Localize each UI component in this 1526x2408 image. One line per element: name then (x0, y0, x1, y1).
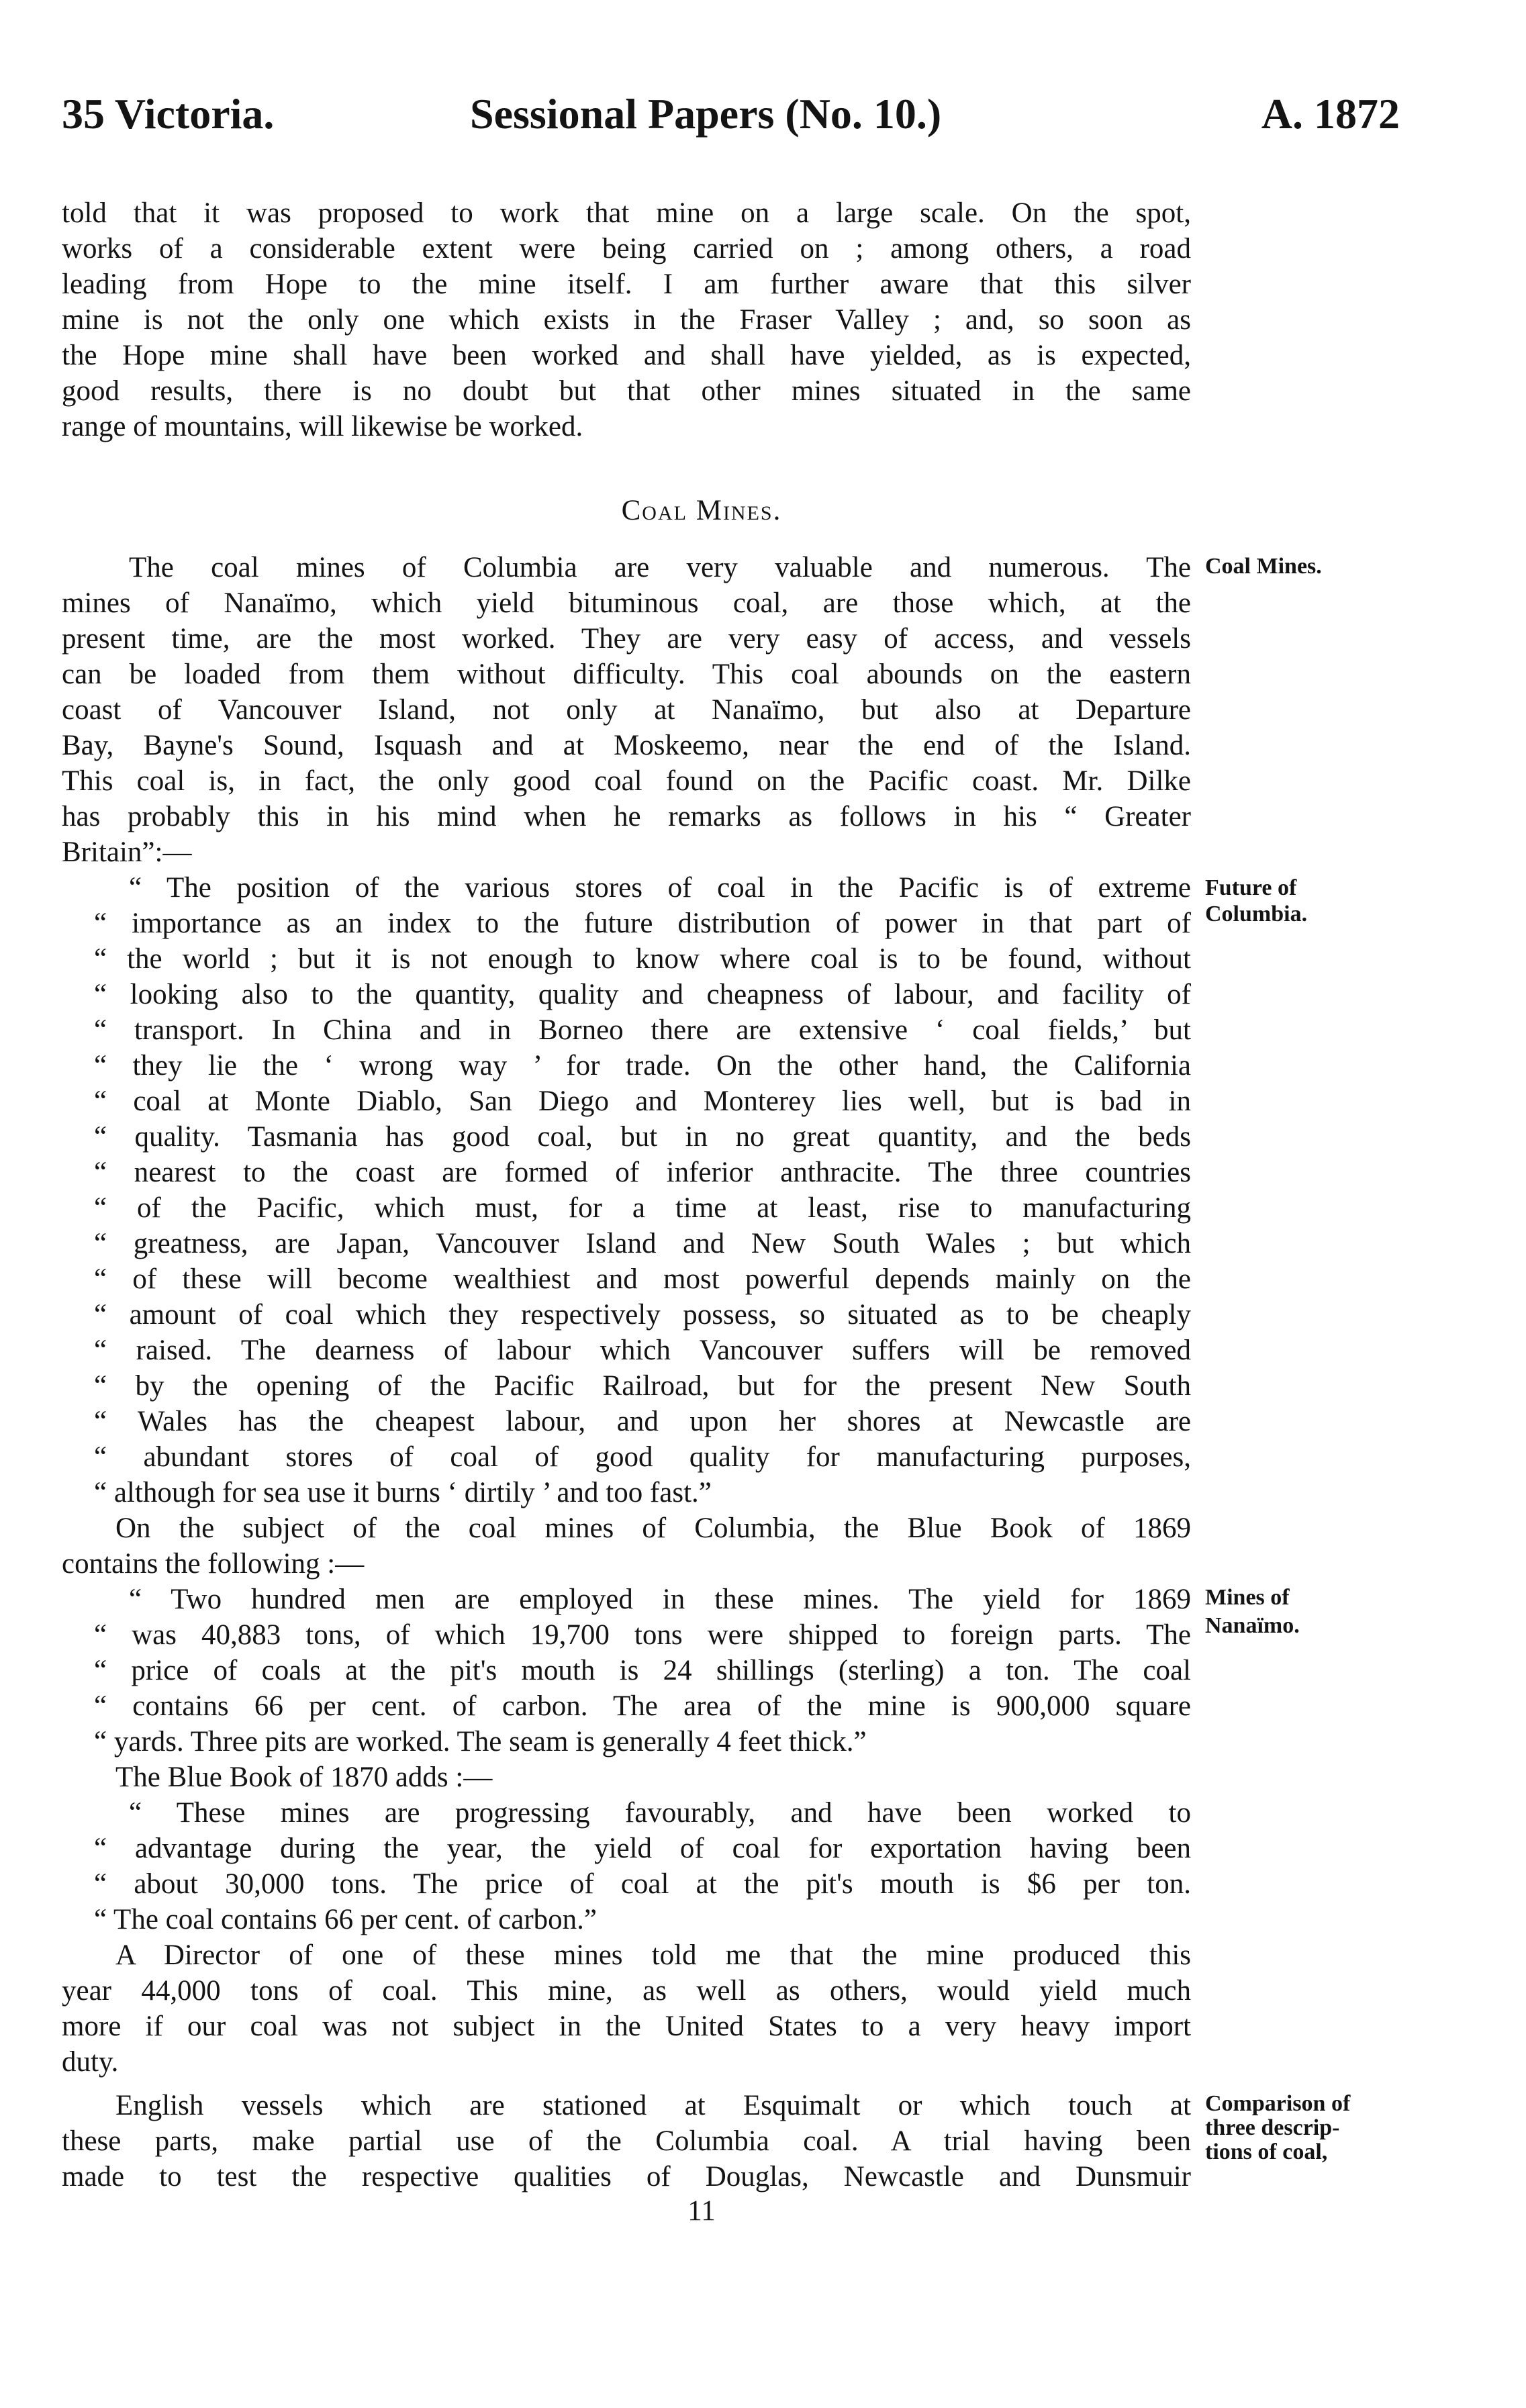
quote-line: “ These mines are progressing favourably, and have been worked to (129, 1797, 1191, 1829)
quote-line: “ greatness, are Japan, Vancouver Island and New South Wales ; but which (94, 1228, 1191, 1259)
quote-line: “ advantage during the year, the yield of coal for exportation having been (94, 1833, 1191, 1864)
quote-line: “ was 40,883 tons, of which 19,700 tons were shipped to foreign parts. The (94, 1619, 1191, 1651)
margin-note: tions of coal, (1205, 2139, 1328, 2164)
text-line: coast of Vancouver Island, not only at Nanaïmo, but also at Departure (62, 694, 1191, 726)
text-line: On the subject of the coal mines of Columbia, the Blue Book of 1869 (115, 1512, 1191, 1544)
text-line: The coal mines of Columbia are very valuable and numerous. The (129, 552, 1191, 583)
margin-note: Coal Mines. (1205, 554, 1322, 579)
text-line: present time, are the most worked. They are very easy of access, and vessels (62, 623, 1191, 655)
margin-note: Future of (1205, 875, 1297, 900)
quote-line: “ amount of coal which they respectively possess, so situated as to be cheaply (94, 1299, 1191, 1331)
quote-line: “ raised. The dearness of labour which Vancouver suffers will be removed (94, 1335, 1191, 1366)
quote-line: “ the world ; but it is not enough to know where coal is to be found, without (94, 943, 1191, 975)
text-line: told that it was proposed to work that mine on a large scale. On the spot, (62, 197, 1191, 229)
text-line: can be loaded from them without difficulty. This coal abounds on the eastern (62, 659, 1191, 690)
quote-line: “ Wales has the cheapest labour, and upon her shores at Newcastle are (94, 1406, 1191, 1437)
quote-line: “ price of coals at the pit's mouth is 24 shillings (sterling) a ton. The coal (94, 1655, 1191, 1686)
text-line: the Hope mine shall have been worked and shall have yielded, as is expected, (62, 340, 1191, 371)
quote-line: “ looking also to the quantity, quality and cheapness of labour, and facility of (94, 979, 1191, 1010)
section-heading: Coal Mines. (621, 495, 782, 526)
margin-note: three descrip- (1205, 2115, 1340, 2140)
quote-line: “ The position of the various stores of coal in the Pacific is of extreme (129, 872, 1191, 904)
text-line: works of a considerable extent were being carried on ; among others, a road (62, 233, 1191, 264)
quote-line: “ quality. Tasmania has good coal, but in no great quantity, and the beds (94, 1121, 1191, 1153)
text-line: duty. (62, 2046, 119, 2078)
quote-line: “ abundant stores of coal of good quality for manufacturing purposes, (94, 1441, 1191, 1473)
quote-line: “ although for sea use it burns ‘ dirtily ’ and too fast.” (94, 1477, 712, 1508)
text-line: year 44,000 tons of coal. This mine, as well as others, would yield much (62, 1975, 1191, 2007)
text-line: contains the following :— (62, 1548, 365, 1580)
quote-line: “ about 30,000 tons. The price of coal at the pit's mouth is $6 per ton. (94, 1868, 1191, 1900)
margin-note: Nanaïmo. (1205, 1613, 1300, 1638)
margin-note: Mines of (1205, 1585, 1290, 1610)
text-line: The Blue Book of 1870 adds :— (115, 1762, 493, 1793)
quote-line: “ The coal contains 66 per cent. of carbon.” (94, 1904, 597, 1935)
text-line: more if our coal was not subject in the United States to a very heavy import (62, 2011, 1191, 2042)
text-line: This coal is, in fact, the only good coal found on the Pacific coast. Mr. Dilke (62, 765, 1191, 797)
text-line: mines of Nanaïmo, which yield bituminous coal, are those which, at the (62, 587, 1191, 619)
text-line: leading from Hope to the mine itself. I am further aware that this silver (62, 269, 1191, 300)
quote-line: “ they lie the ‘ wrong way ’ for trade. On the other hand, the California (94, 1050, 1191, 1081)
quote-line: “ coal at Monte Diablo, San Diego and Monterey lies well, but is bad in (94, 1086, 1191, 1117)
quote-line: “ by the opening of the Pacific Railroad, but for the present New South (94, 1370, 1191, 1402)
text-line: mine is not the only one which exists in the Fraser Valley ; and, so soon as (62, 304, 1191, 336)
quote-line: “ of the Pacific, which must, for a time at least, rise to manufacturing (94, 1192, 1191, 1224)
quote-line: “ transport. In China and in Borneo there are extensive ‘ coal fields,’ but (94, 1014, 1191, 1046)
text-line: has probably this in his mind when he remarks as follows in his “ Greater (62, 801, 1191, 832)
quote-line: “ contains 66 per cent. of carbon. The area of the mine is 900,000 square (94, 1690, 1191, 1722)
quote-line: “ Two hundred men are employed in these mines. The yield for 1869 (129, 1584, 1191, 1615)
running-header-title: Sessional Papers (No. 10.) (470, 90, 942, 138)
text-line: these parts, make partial use of the Columbia coal. A trial having been (62, 2125, 1191, 2157)
text-line: range of mountains, will likewise be worked. (62, 411, 583, 442)
margin-note: Columbia. (1205, 902, 1308, 926)
margin-note: Comparison of (1205, 2091, 1351, 2116)
quote-line: “ importance as an index to the future distribution of power in that part of (94, 908, 1191, 939)
running-header-right: A. 1872 (1261, 90, 1400, 138)
running-header-left: 35 Victoria. (62, 90, 275, 138)
text-line: Britain”:— (62, 836, 192, 868)
text-line: English vessels which are stationed at Esquimalt or which touch at (115, 2090, 1191, 2121)
text-line: made to test the respective qualities of Douglas, Newcastle and Dunsmuir (62, 2161, 1191, 2193)
text-line: A Director of one of these mines told me that the mine produced this (115, 1939, 1191, 1971)
quote-line: “ yards. Three pits are worked. The seam is generally 4 feet thick.” (94, 1726, 867, 1757)
page-number: 11 (687, 2195, 716, 2227)
quote-line: “ of these will become wealthiest and most powerful depends mainly on the (94, 1263, 1191, 1295)
text-line: Bay, Bayne's Sound, Isquash and at Moskeemo, near the end of the Island. (62, 730, 1191, 761)
text-line: good results, there is no doubt but that other mines situated in the same (62, 375, 1191, 407)
quote-line: “ nearest to the coast are formed of inferior anthracite. The three countries (94, 1157, 1191, 1188)
